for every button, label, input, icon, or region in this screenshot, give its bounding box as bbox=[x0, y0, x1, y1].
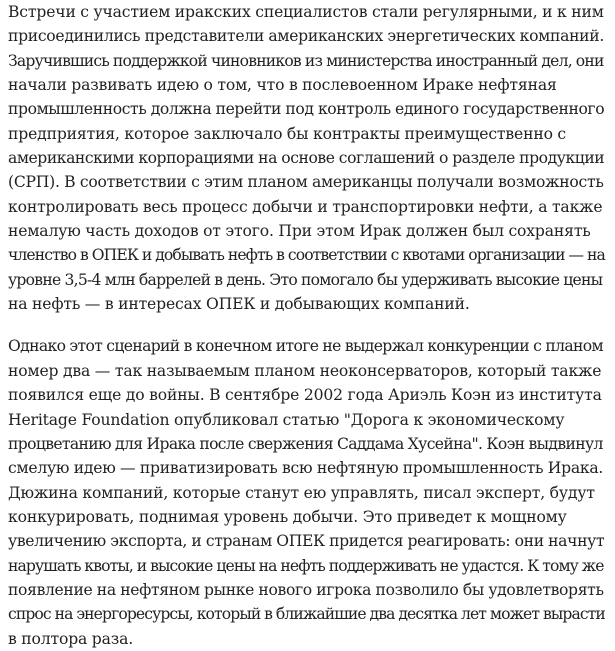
text-line: Встречи с участием иракских специалистов стали регулярными, и к ним bbox=[8, 3, 604, 21]
text-line: нарушать квоты, и высокие цены на нефть поддерживать не удастся. К тому же bbox=[8, 556, 604, 575]
text-line: Heritage Foundation опубликовал статью "Дорога к экономическому bbox=[8, 410, 565, 429]
text-line: в полтора раза. bbox=[8, 629, 134, 648]
text-line: процветанию для Ирака после свержения Саддама Хусейна". Коэн выдвинул bbox=[8, 434, 603, 453]
text-line: начали развивать идею о том, что в послевоенном Ираке нефтяная bbox=[8, 76, 557, 95]
text-line: Дюжина компаний, которые станут ею управлять, писал эксперт, будут bbox=[8, 483, 595, 502]
text-line: конкурировать, поднимая уровень добычи. Это приведет к мощному bbox=[8, 507, 567, 526]
text-line: уровне 3,5-4 млн баррелей в день. Это помогало бы удерживать высокие цены bbox=[8, 270, 603, 289]
paragraph-1 bbox=[8, 0, 608, 316]
text-line: немалую часть доходов от этого. При этом Ирак должен был сохранять bbox=[8, 222, 591, 241]
text-line: (СРП). В соответствии с этим планом американцы получали возможность bbox=[8, 173, 604, 192]
article-body bbox=[8, 0, 608, 651]
text-line: на нефть — в интересах ОПЕК и добывающих компаний. bbox=[8, 295, 470, 314]
text-line: спрос на энергоресурсы, который в ближайшие два десятка лет может вырасти bbox=[8, 605, 605, 624]
text-line: появление на нефтяном рынке нового игрока позволило бы удовлетворять bbox=[8, 580, 604, 599]
text-line: промышленность должна перейти под контроль единого государственного bbox=[8, 100, 605, 119]
text-line: американскими корпорациями на основе соглашений о разделе продукции bbox=[8, 149, 605, 168]
text-line: смелую идею — приватизировать всю нефтяную промышленность Ирака. bbox=[8, 459, 604, 478]
text-line: членство в ОПЕК и добывать нефть в соответствии с квотами организации — на bbox=[8, 246, 605, 265]
text-line: увеличению экспорта, и странам ОПЕК придется реагировать: они начнут bbox=[8, 532, 605, 551]
paragraph-2 bbox=[8, 334, 608, 650]
text-line: присоединились представители американских энергетических компаний. bbox=[8, 27, 605, 46]
text-line: Заручившись поддержкой чиновников из министерства иностранный дел, они bbox=[8, 51, 604, 70]
text-line: Однако этот сценарий в конечном итоге не выдержал конкуренции с планом bbox=[8, 337, 603, 356]
text-line: появился еще до войны. В сентябре 2002 года Ариэль Коэн из института bbox=[8, 386, 602, 405]
text-line: предприятия, которое заключало бы контракты преимущественно с bbox=[8, 124, 567, 143]
text-line: контролировать весь процесс добычи и транспортировки нефти, а также bbox=[8, 197, 603, 216]
text-line: номер два — так называемым планом неоконсерваторов, который также bbox=[8, 361, 602, 380]
